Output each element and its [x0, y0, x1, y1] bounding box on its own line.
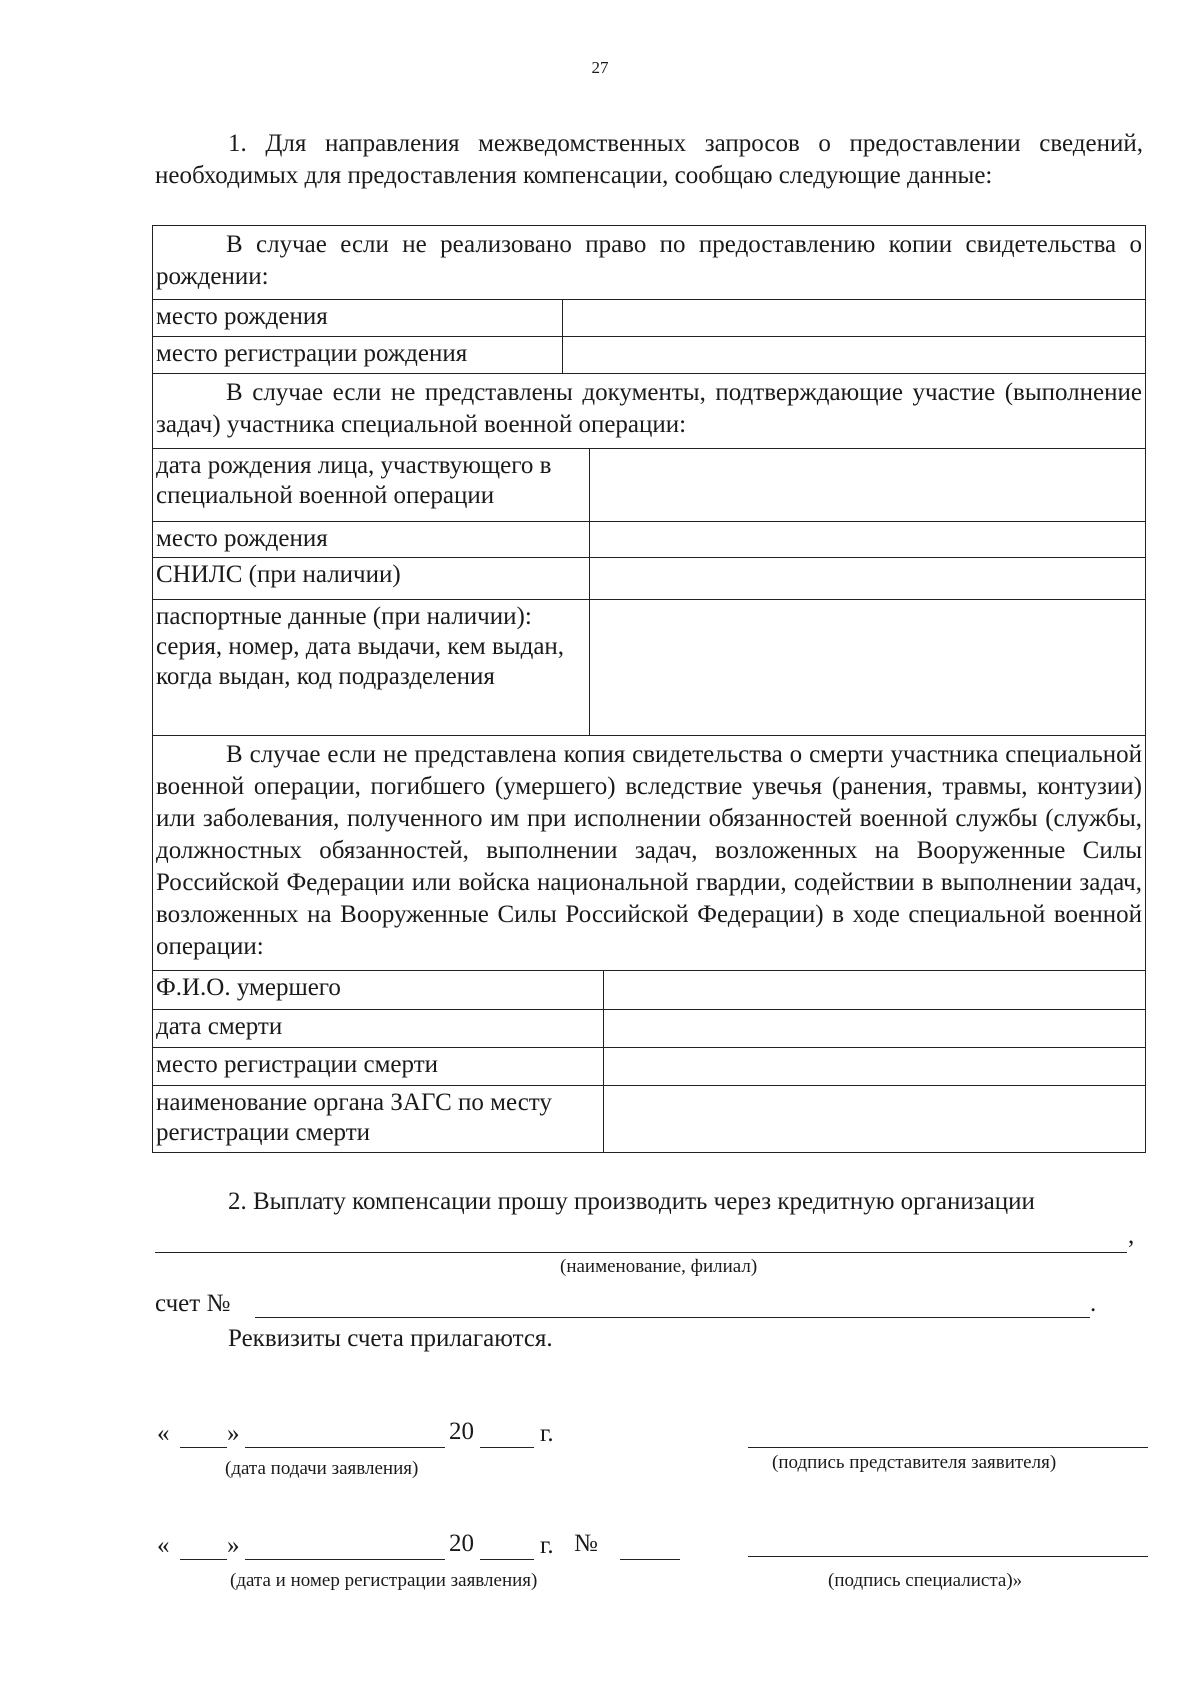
account-line-period: . [1090, 1290, 1097, 1317]
bank-caption: (наименование, филиал) [560, 1256, 758, 1277]
page-number: 27 [591, 58, 609, 77]
reg-year-suffix: г. [540, 1532, 554, 1559]
participant-birth-place-label: место рождения [153, 522, 590, 558]
birth-registration-field[interactable] [563, 337, 1146, 374]
participant-birth-date-field[interactable] [590, 449, 1146, 522]
birth-place-field[interactable] [563, 300, 1146, 337]
bank-name-line[interactable] [155, 1252, 1127, 1253]
date-close-quote: » [227, 1420, 240, 1447]
participant-birth-date-label: дата рождения лица, участвующего в специальной военной операции [153, 449, 590, 522]
snils-label: СНИЛС (при наличии) [153, 558, 590, 600]
reg-month-line[interactable] [245, 1559, 445, 1560]
death-section-heading: В случае если не представлена копия свидетельства о смерти участника специальной военной операции, погибшего (умершего) вследствие увечья (ранения, травмы, контузии) или заболевания, полученного им при исполнении обязанностей военной службы (службы, должностных обязанностей, выполнении задач, возложенных на Вооруженные Силы Российской Федерации или войска национальной гвардии, содействии в выполнении задач, возложенных на Вооруженные Силы Российской Федерации) в ходе специальной военной операции: [153, 736, 1146, 971]
birth-section-heading: В случае если не реализовано право по предоставлению копии свидетельства о рождении: [153, 226, 1146, 300]
birth-registration-label: место регистрации рождения [153, 337, 563, 374]
date-caption: (дата подачи заявления) [225, 1458, 419, 1479]
data-table [152, 225, 1146, 1153]
participant-birth-place-field[interactable] [590, 522, 1146, 558]
birth-place-label: место рождения [153, 300, 563, 337]
reg-year-prefix: 20 [449, 1530, 474, 1557]
reg-number-line[interactable] [620, 1559, 680, 1560]
death-date-label: дата смерти [153, 1010, 604, 1048]
registry-office-field[interactable] [604, 1086, 1146, 1153]
representative-signature-caption: (подпись представителя заявителя) [772, 1452, 1057, 1473]
specialist-signature-caption: (подпись специалиста)» [828, 1570, 1023, 1591]
date-open-quote: « [157, 1420, 170, 1447]
participation-section-heading: В случае если не представлены документы, подтверждающие участие (выполнение задач) участника специальной военной операции: [153, 374, 1146, 449]
year-line[interactable] [480, 1447, 534, 1448]
reg-year-line[interactable] [480, 1559, 534, 1560]
bank-line-comma: , [1128, 1222, 1135, 1249]
reg-day-line[interactable] [180, 1559, 227, 1560]
reg-date-open-quote: « [157, 1532, 170, 1559]
month-line[interactable] [245, 1447, 445, 1448]
year-suffix: г. [540, 1420, 554, 1447]
passport-label: паспортные данные (при наличии): серия, номер, дата выдачи, кем выдан, когда выдан, код подразделения [153, 600, 590, 736]
registry-office-label: наименование органа ЗАГС по месту регистрации смерти [153, 1086, 604, 1153]
representative-signature-line[interactable] [748, 1447, 1148, 1448]
year-prefix: 20 [449, 1418, 474, 1445]
account-number-line[interactable] [255, 1317, 1090, 1318]
day-line[interactable] [180, 1447, 227, 1448]
death-registration-label: место регистрации смерти [153, 1048, 604, 1086]
account-label: счет № [155, 1290, 231, 1317]
deceased-name-field[interactable] [604, 971, 1146, 1010]
deceased-name-label: Ф.И.О. умершего [153, 971, 604, 1010]
registration-caption: (дата и номер регистрации заявления) [230, 1570, 538, 1591]
reg-number-sign: № [574, 1530, 598, 1557]
specialist-signature-line[interactable] [748, 1556, 1148, 1557]
death-date-field[interactable] [604, 1010, 1146, 1048]
requisites-note: Реквизиты счета прилагаются. [228, 1325, 553, 1352]
death-registration-field[interactable] [604, 1048, 1146, 1086]
passport-field[interactable] [590, 600, 1146, 736]
reg-date-close-quote: » [227, 1532, 240, 1559]
snils-field[interactable] [590, 558, 1146, 600]
payment-paragraph: 2. Выплату компенсации прошу производить через кредитную организации [228, 1188, 1035, 1215]
intro-paragraph: 1. Для направления межведомственных запросов о предоставлении сведений, необходимых для предоставления компенсации, сообщаю следующие данные: [155, 130, 1143, 189]
